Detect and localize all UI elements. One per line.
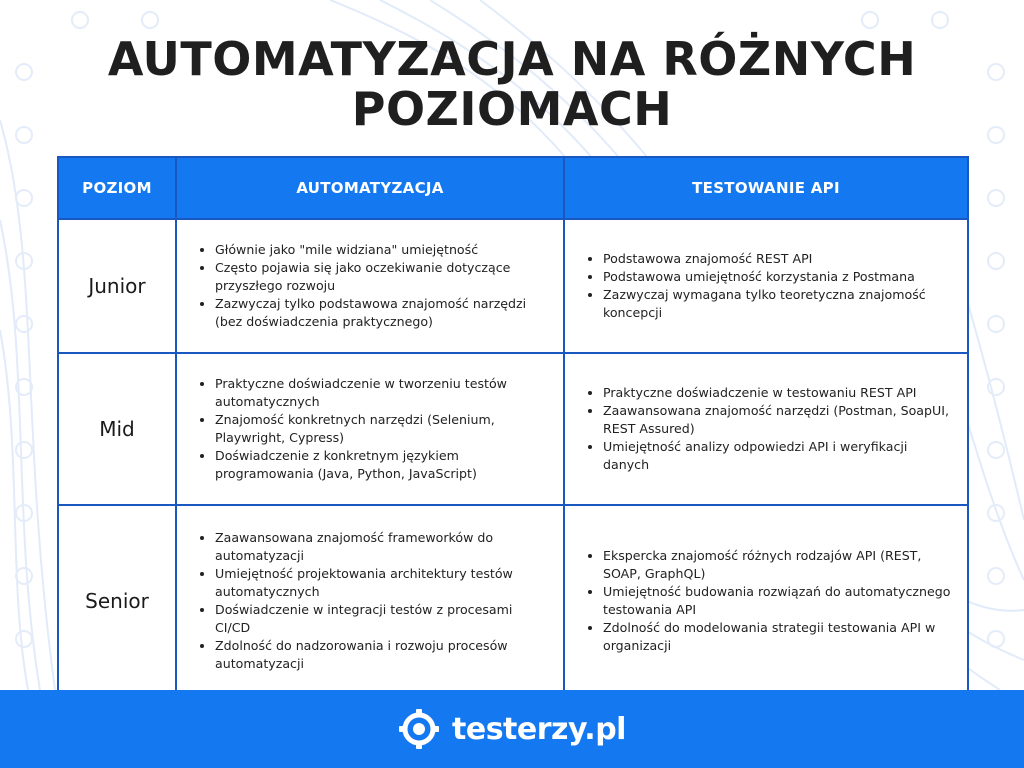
brand-name: testerzy.pl — [452, 711, 626, 747]
list-item: • Praktyczne doświadczenie w tworzeniu testów automatycznych — [215, 375, 551, 411]
automation-list — [191, 375, 551, 483]
api-cell — [564, 353, 968, 505]
level-cell: Junior — [58, 219, 176, 353]
list-item: • Zaawansowana znajomość narzędzi (Postman, SoapUI, REST Assured) — [603, 402, 955, 438]
api-cell — [564, 505, 968, 697]
testerzy-logo-icon — [398, 708, 440, 750]
level-cell: Mid — [58, 353, 176, 505]
list-item: • Zazwyczaj tylko podstawowa znajomość narzędzi (bez doświadczenia praktycznego) — [215, 295, 551, 331]
list-item: • Ekspercka znajomość różnych rodzajów API (REST, SOAP, GraphQL) — [603, 547, 955, 583]
automation-list — [191, 529, 551, 673]
list-item: • Doświadczenie z konkretnym językiem programowania (Java, Python, JavaScript) — [215, 447, 551, 483]
list-item: • Doświadczenie w integracji testów z procesami CI/CD — [215, 601, 551, 637]
level-cell: Senior — [58, 505, 176, 697]
automation-cell — [176, 505, 564, 697]
api-list — [579, 384, 955, 474]
api-list — [579, 547, 955, 655]
list-item: • Znajomość konkretnych narzędzi (Selenium, Playwright, Cypress) — [215, 411, 551, 447]
api-cell — [564, 219, 968, 353]
levels-table — [57, 156, 969, 698]
table-row-junior — [58, 219, 968, 353]
list-item: • Głównie jako "mile widziana" umiejętność — [215, 241, 551, 259]
list-item: • Zdolność do nadzorowania i rozwoju procesów automatyzacji — [215, 637, 551, 673]
list-item: • Podstawowa znajomość REST API — [603, 250, 955, 268]
list-item: • Praktyczne doświadczenie w testowaniu REST API — [603, 384, 955, 402]
title-line-1: AUTOMATYZACJA NA RÓŻNYCH — [107, 32, 917, 86]
list-item: • Zazwyczaj wymagana tylko teoretyczna znajomość koncepcji — [603, 286, 955, 322]
header-automatyzacja: AUTOMATYZACJA — [176, 157, 564, 219]
title-line-2: POZIOMACH — [351, 82, 673, 136]
list-item: • Zaawansowana znajomość frameworków do automatyzacji — [215, 529, 551, 565]
automation-cell — [176, 353, 564, 505]
list-item: • Zdolność do modelowania strategii testowania API w organizacji — [603, 619, 955, 655]
list-item: • Podstawowa umiejętność korzystania z Postmana — [603, 268, 955, 286]
footer-bar — [0, 690, 1024, 768]
automation-list — [191, 241, 551, 331]
list-item: • Często pojawia się jako oczekiwanie dotyczące przyszłego rozwoju — [215, 259, 551, 295]
list-item: • Umiejętność projektowania architektury testów automatycznych — [215, 565, 551, 601]
table-header-row — [58, 157, 968, 219]
automation-cell — [176, 219, 564, 353]
list-item: • Umiejętność analizy odpowiedzi API i weryfikacji danych — [603, 438, 955, 474]
page-title — [0, 34, 1024, 134]
table-row-mid — [58, 353, 968, 505]
header-poziom: POZIOM — [58, 157, 176, 219]
header-testowanie-api: TESTOWANIE API — [564, 157, 968, 219]
list-item: • Umiejętność budowania rozwiązań do automatycznego testowania API — [603, 583, 955, 619]
api-list — [579, 250, 955, 322]
table-row-senior — [58, 505, 968, 697]
